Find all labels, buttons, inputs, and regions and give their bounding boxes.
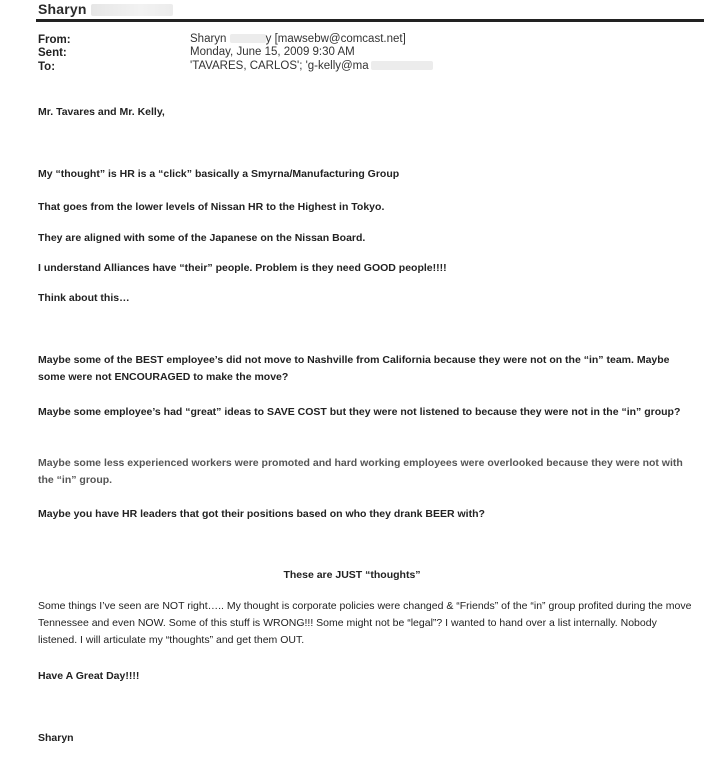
sender-name-heading (38, 1, 173, 17)
paragraph-beer: Maybe you have HR leaders that got their positions based on who they drank BEER with? (38, 508, 485, 520)
paragraph-best-employees: Maybe some of the BEST employee’s did not move to Nashville from California because they were not on the “in” team. Maybe some were not ENCOURAGED to make the move? (38, 354, 670, 383)
signature: Sharyn (38, 732, 74, 744)
from-value (190, 33, 406, 45)
paragraph-think-about: Think about this… (38, 292, 130, 304)
sent-label: Sent: (38, 47, 67, 59)
sent-value: Monday, June 15, 2009 9:30 AM (190, 46, 355, 58)
redacted-from-surname (230, 34, 266, 43)
to-value (190, 60, 433, 72)
salutation: Mr. Tavares and Mr. Kelly, (38, 106, 165, 118)
closing-line: Have A Great Day!!!! (38, 670, 140, 682)
paragraph-nissan-board: They are aligned with some of the Japanese on the Nissan Board. (38, 232, 366, 244)
to-label: To: (38, 61, 56, 73)
paragraph-lower-levels: That goes from the lower levels of Nissan HR to the Highest in Tokyo. (38, 201, 385, 213)
header-divider (36, 19, 704, 22)
from-label: From: (38, 34, 71, 46)
to-recipients: 'TAVARES, CARLOS'; 'g-kelly@ma (190, 60, 369, 72)
paragraph-alliances: I understand Alliances have “their” people. Problem is they need GOOD people!!!! (38, 262, 447, 274)
paragraph-not-right: Some things I’ve seen are NOT right….. My thought is corporate policies were changed & “Friends” of the “in” group profited during the move Tennessee and even NOW. Some of this stuff is WRONG!!! Some might not be “legal”? I wanted to hand over a list internally. Nobody listened. I will articulate my “thoughts” and get them OUT. (38, 600, 692, 646)
paragraph-hr-click: My “thought” is HR is a “click” basically a Smyrna/Manufacturing Group (38, 168, 400, 180)
redacted-recipient-domain (371, 61, 433, 70)
from-email: y [mawsebw@comcast.net] (265, 33, 406, 45)
paragraph-overlooked: Maybe some less experienced workers were promoted and hard working employees were overlooked because they were not with the “in” group. (38, 457, 683, 486)
sender-first-name: Sharyn (38, 1, 87, 17)
from-name: Sharyn (190, 33, 227, 45)
paragraph-save-cost: Maybe some employee’s had “great” ideas to SAVE COST but they were not listened to because they were not in the “in” group? (38, 406, 681, 418)
redacted-surname (91, 4, 173, 16)
centered-thoughts-line: These are JUST “thoughts” (283, 569, 421, 581)
